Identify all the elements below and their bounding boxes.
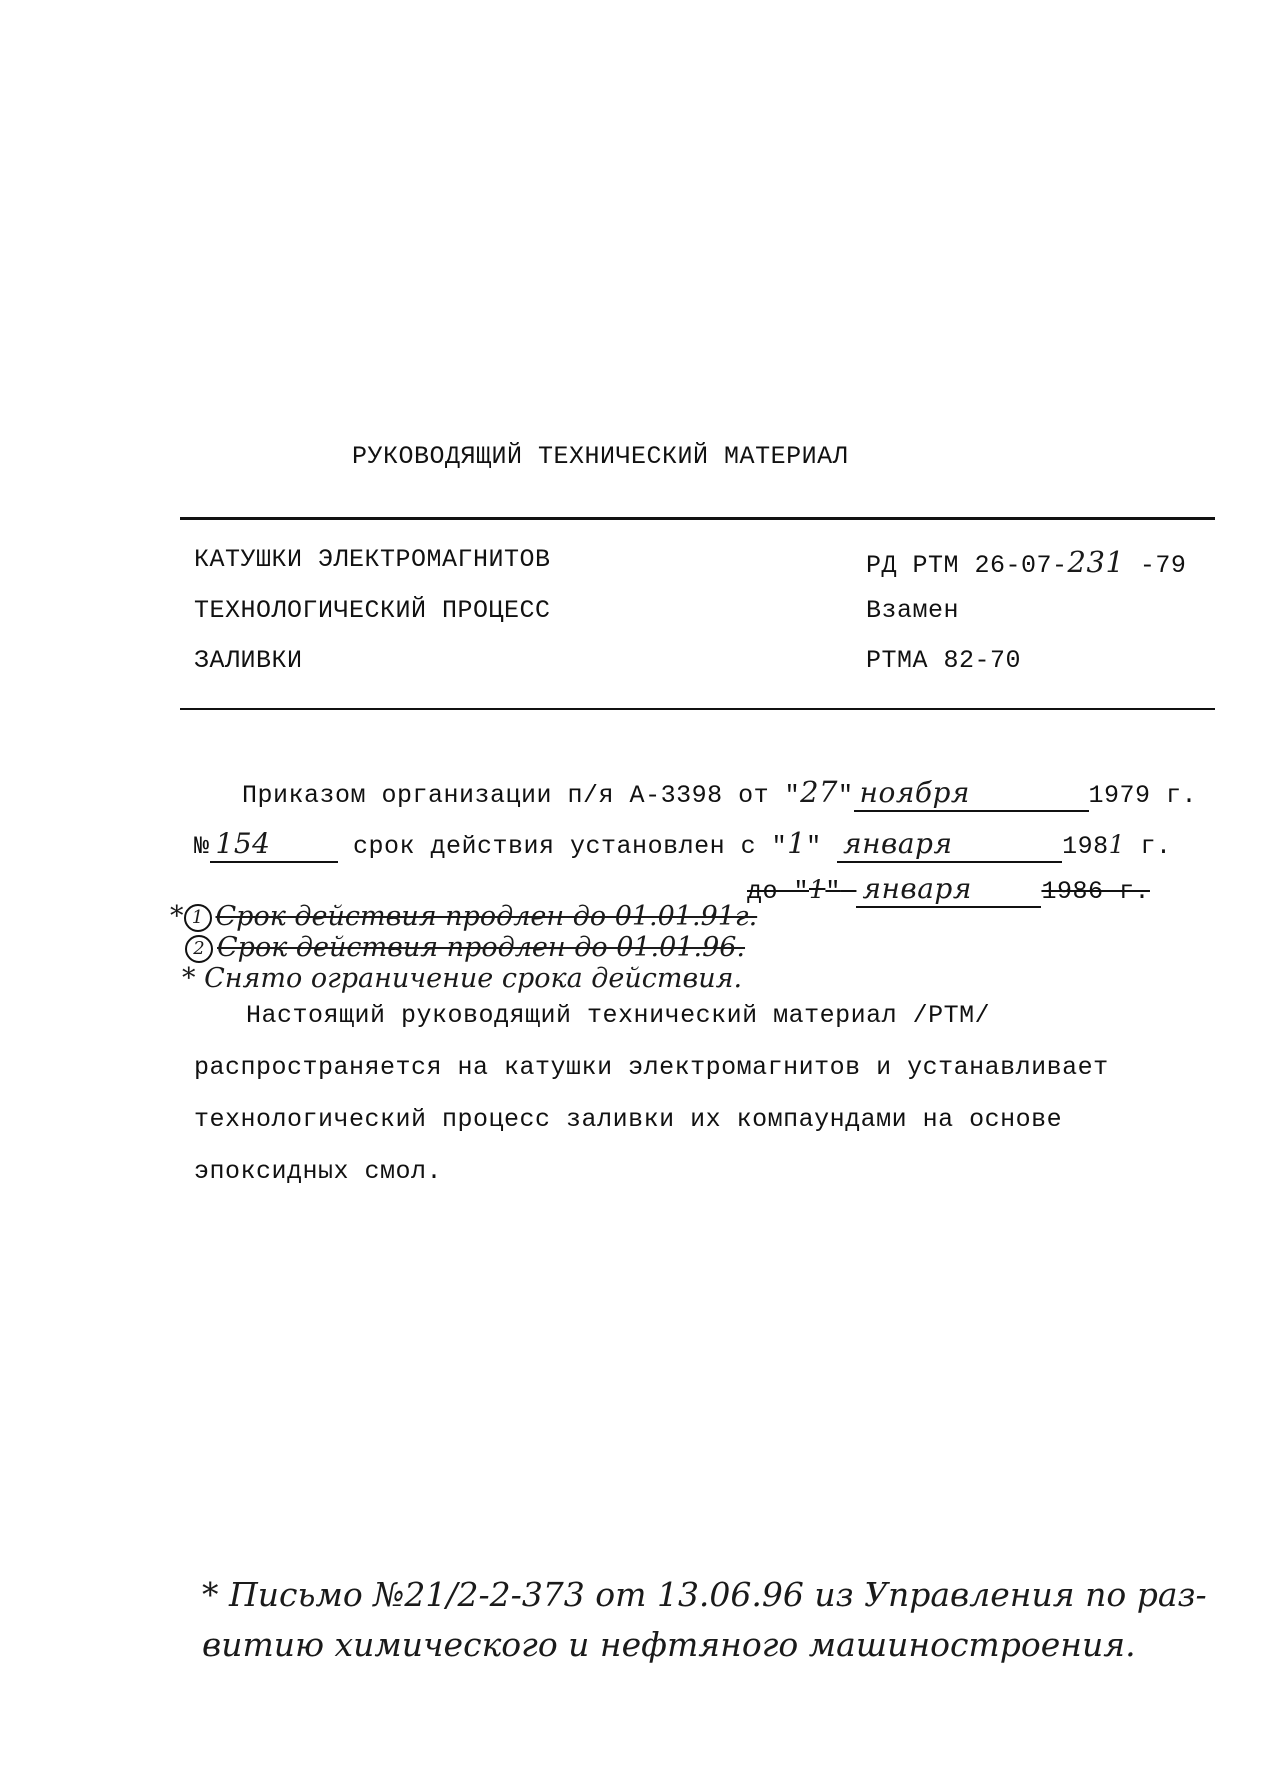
order-number-blank bbox=[210, 827, 338, 863]
validity-until-year: 1986 г. bbox=[1041, 877, 1150, 906]
document-code-number: 231 bbox=[1067, 545, 1125, 579]
subject-line-3: ЗАЛИВКИ bbox=[194, 646, 303, 675]
document-code-suffix: -79 bbox=[1124, 551, 1187, 580]
replaces-code: РТМА 82-70 bbox=[866, 646, 1022, 675]
validity-line: № 154 срок действия установлен с "1" января 1981 г. bbox=[194, 826, 1172, 861]
amendment-note-3: * Снято ограничение срока действия. bbox=[182, 963, 743, 994]
validity-until-month-blank bbox=[856, 872, 1041, 908]
validity-from-year-suffix: г. bbox=[1125, 832, 1172, 861]
order-year: 1979 г. bbox=[1088, 781, 1198, 810]
validity-until-line-struck: до "1" января 1986 г. bbox=[747, 872, 1150, 906]
subject-line-1: КАТУШКИ ЭЛЕКТРОМАГНИТОВ bbox=[194, 545, 551, 574]
validity-from-month: января bbox=[843, 827, 953, 860]
amendment-2-circle: 2 bbox=[185, 935, 213, 963]
header-top-rule bbox=[180, 517, 1215, 520]
validity-until-month: января bbox=[862, 872, 972, 905]
amendment-note-1: * 1 Срок действия продлен до 01.01.91г. bbox=[170, 901, 758, 932]
validity-from-month-blank bbox=[837, 827, 1062, 863]
order-day: 27 bbox=[800, 775, 839, 809]
order-prefix: Приказом организации п/я А-3398 от bbox=[242, 781, 785, 810]
document-code-prefix: РД РТМ 26-07- bbox=[866, 551, 1068, 580]
validity-from-year-prefix: 198 bbox=[1062, 832, 1109, 861]
amendment-1-circle: 1 bbox=[184, 904, 212, 932]
order-number: 154 bbox=[215, 827, 271, 860]
validity-from-day: 1 bbox=[787, 826, 807, 860]
order-month: ноября bbox=[859, 776, 970, 809]
order-month-blank bbox=[854, 776, 1089, 812]
scope-paragraph: Настоящий руководящий технический материал /РТМ/ распространяется на катушки электромагнитов и устанавливает технологический процесс заливки их компаундами на основе эпоксидных смол. bbox=[194, 1001, 1109, 1186]
replaces-label: Взамен bbox=[866, 596, 960, 625]
document-title: РУКОВОДЯЩИЙ ТЕХНИЧЕСКИЙ МАТЕРИАЛ bbox=[352, 442, 849, 471]
validity-text: срок действия установлен с bbox=[337, 832, 772, 861]
amendment-2-text: Срок действия продлен до 01.01.96. bbox=[217, 932, 746, 963]
amendment-1-text: Срок действия продлен до 01.01.91г. bbox=[215, 901, 758, 932]
document-code bbox=[866, 545, 1186, 580]
order-line: Приказом организации п/я А-3398 от "27" ноября 1979 г. bbox=[242, 775, 1198, 810]
footnote-line-1: * Письмо №21/2-2-373 от 13.06.96 из Управления по раз- bbox=[202, 1575, 1207, 1614]
header-bottom-rule bbox=[180, 708, 1215, 710]
order-number-label: № bbox=[194, 832, 210, 861]
footnote-line-2: витию химического и нефтяного машиностроения. bbox=[202, 1625, 1136, 1664]
subject-line-2: ТЕХНОЛОГИЧЕСКИЙ ПРОЦЕСС bbox=[194, 596, 551, 625]
validity-from-year-digit: 1 bbox=[1108, 830, 1125, 859]
amendment-3-text: Снято ограничение срока действия. bbox=[204, 963, 743, 994]
validity-until-day: 1 bbox=[809, 875, 826, 904]
amendment-note-2 bbox=[185, 932, 745, 963]
